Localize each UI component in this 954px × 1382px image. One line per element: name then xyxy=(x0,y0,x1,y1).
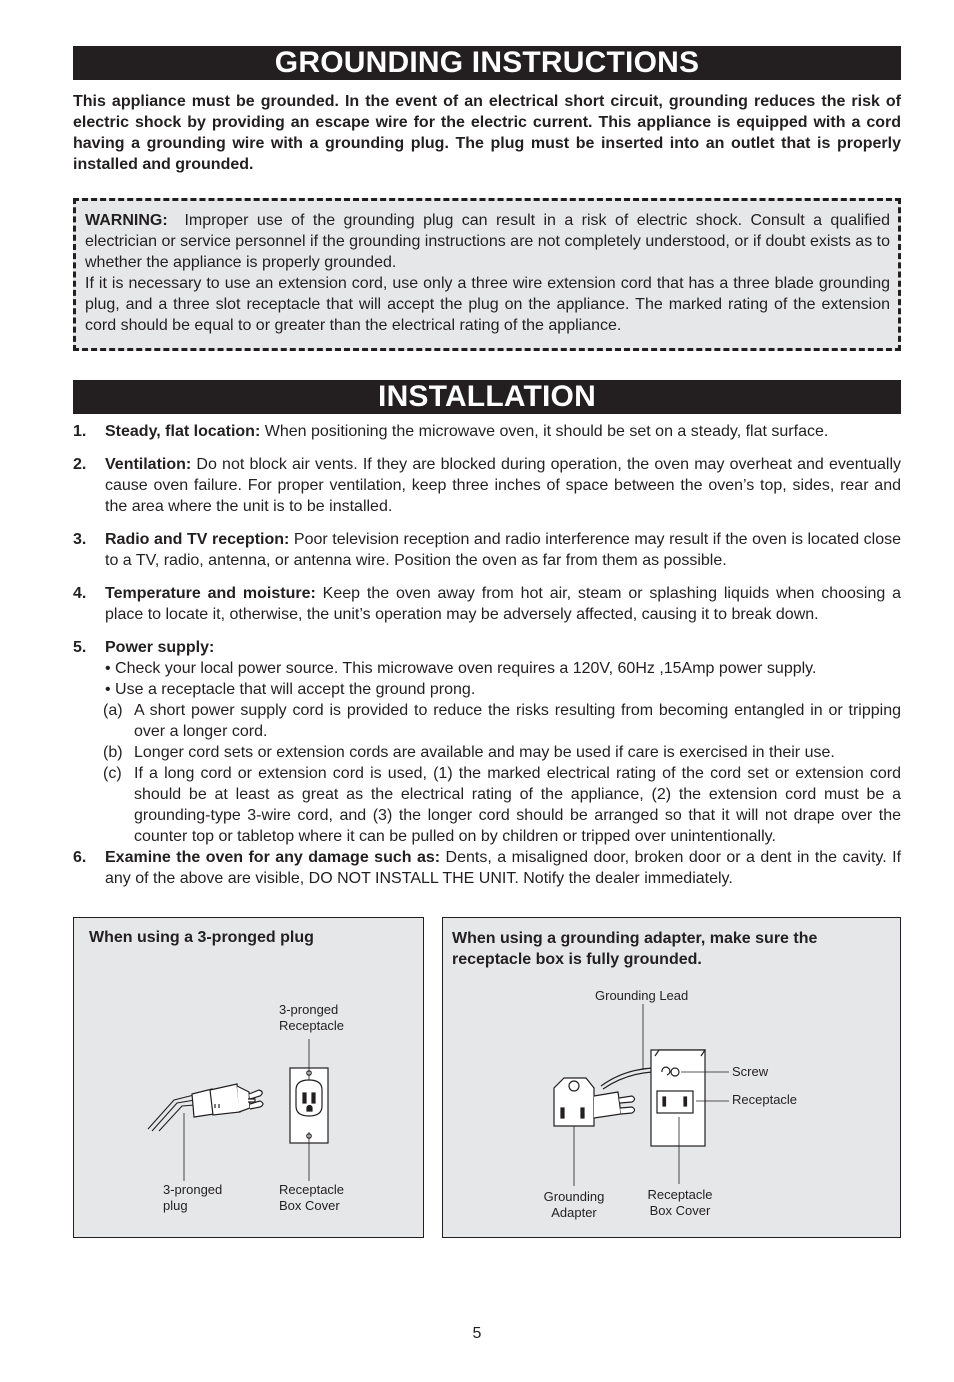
figure-title: When using a 3-pronged plug xyxy=(89,929,314,946)
subitem-letter: (a) xyxy=(103,702,123,719)
item-number: 6. xyxy=(73,849,87,866)
receptacle-box-icon xyxy=(651,1050,705,1146)
power-subitem xyxy=(103,763,901,847)
subitem-text: A short power supply cord is provided to reduce the risks resulting from becoming entangled in or tripping over a longer cord. xyxy=(134,702,901,740)
item-heading: Examine the oven for any damage such as: xyxy=(105,849,441,866)
grounding-lead-label: Grounding Lead xyxy=(595,988,689,1003)
item-text: Dents, a misaligned door, broken door or a dent in the cavity. If any of the above are visible, DO NOT INSTALL THE UNIT. Notify the dealer immediately. xyxy=(105,849,902,887)
installation-title: INSTALLATION xyxy=(73,380,901,414)
receptacle-label: 3-pronged Receptacle xyxy=(279,1002,345,1033)
item-heading: Ventilation: xyxy=(105,456,192,473)
item-number: 4. xyxy=(73,585,87,602)
three-pronged-plug-icon xyxy=(192,1084,263,1117)
item-number: 1. xyxy=(73,423,87,440)
item-heading: Temperature and moisture: xyxy=(105,585,316,602)
grounding-adapter-figure-panel xyxy=(442,917,901,1238)
plug-label: 3-pronged plug xyxy=(163,1182,223,1213)
grounding-title: GROUNDING INSTRUCTIONS xyxy=(73,46,901,80)
item-heading: Power supply: xyxy=(105,639,215,656)
list-item xyxy=(73,583,901,625)
installation-list xyxy=(73,421,901,889)
extension-text: If it is necessary to use an extension cord, use only a three wire extension cord that has a three blade grounding plug, and a three slot receptacle that will accept the plug on the appliance. The marked rating of the extension cord should be equal to or greater than the electrical rating of the appliance. xyxy=(85,275,890,334)
screw-label: Screw xyxy=(732,1064,769,1079)
power-bullet: • Use a receptacle that will accept the ground prong. xyxy=(105,681,476,698)
warning-text: Improper use of the grounding plug can result in a risk of electric shock. Consult a qualified electrician or service personnel if the grounding instructions are not completely understood, or if doubt exists as to whether the appliance is properly grounded. xyxy=(85,212,891,271)
item-text: When positioning the microwave oven, it should be set on a steady, flat surface. xyxy=(264,423,829,440)
item-heading: Steady, flat location: xyxy=(105,423,261,440)
warning-paragraph xyxy=(85,210,890,273)
subitem-letter: (b) xyxy=(103,744,123,761)
grounding-adapter-label: Grounding Adapter xyxy=(543,1189,605,1220)
box-cover-label: Receptacle Box Cover xyxy=(647,1187,713,1218)
three-prong-figure-panel xyxy=(73,917,424,1238)
three-prong-illustration xyxy=(74,918,425,1239)
power-subitem xyxy=(103,742,901,763)
item-text: Do not block air vents. If they are blocked during operation, the oven may overheat and eventually cause oven failure. For proper ventilation, keep three inches of space between the oven’s top, sides, rear and the area where the unit is to be installed. xyxy=(105,456,902,515)
subitem-text: If a long cord or extension cord is used, (1) the marked electrical rating of the cord set or extension cord should be at least as great as the electrical rating of the appliance, (2) the extension cord must be a grounding-type 3-wire cord, and (3) the longer cord should be arranged so that it will not drape over the counter top or tabletop where it can be pulled on by children or tripped over unintentionally. xyxy=(134,765,901,845)
item-number: 3. xyxy=(73,531,87,548)
figure-title: When using a grounding adapter, make sure the receptacle box is fully grounded. xyxy=(452,930,818,968)
power-bullet: • Check your local power source. This microwave oven requires a 120V, 60Hz ,15Amp power supply. xyxy=(105,660,817,677)
subitem-text: Longer cord sets or extension cords are available and may be used if care is exercised in their use. xyxy=(134,744,835,761)
list-item xyxy=(73,421,901,442)
list-item xyxy=(73,454,901,517)
item-text: Keep the oven away from hot air, steam or splashing liquids when choosing a place to locate it, otherwise, the unit’s operation may be adversely affected, causing it to break down. xyxy=(105,585,901,623)
warning-label: WARNING: xyxy=(85,212,168,229)
box-cover-label: Receptacle Box Cover xyxy=(279,1182,345,1213)
receptacle-label: Receptacle xyxy=(732,1092,798,1107)
item-text: Poor television reception and radio interference may result if the oven is located close to a TV, radio, antenna, or antenna wire. Position the oven as far from them as possible. xyxy=(105,531,901,569)
grounding-adapter-icon xyxy=(554,1068,652,1126)
warning-box xyxy=(73,198,901,351)
power-subitem xyxy=(103,700,901,742)
item-number: 5. xyxy=(73,639,87,656)
grounding-intro: This appliance must be grounded. In the event of an electrical short circuit, grounding reduces the risk of electric shock by providing an escape wire for the electric current. This appliance is equipped with a cord having a grounding wire with a grounding plug. The plug must be inserted into an outlet that is properly installed and grounded. xyxy=(73,93,901,173)
item-heading: Radio and TV reception: xyxy=(105,531,290,548)
item-number: 2. xyxy=(73,456,87,473)
page-number: 5 xyxy=(472,1325,482,1342)
list-item xyxy=(73,637,901,700)
subitem-letter: (c) xyxy=(103,765,122,782)
list-item xyxy=(73,847,901,889)
list-item xyxy=(73,529,901,571)
